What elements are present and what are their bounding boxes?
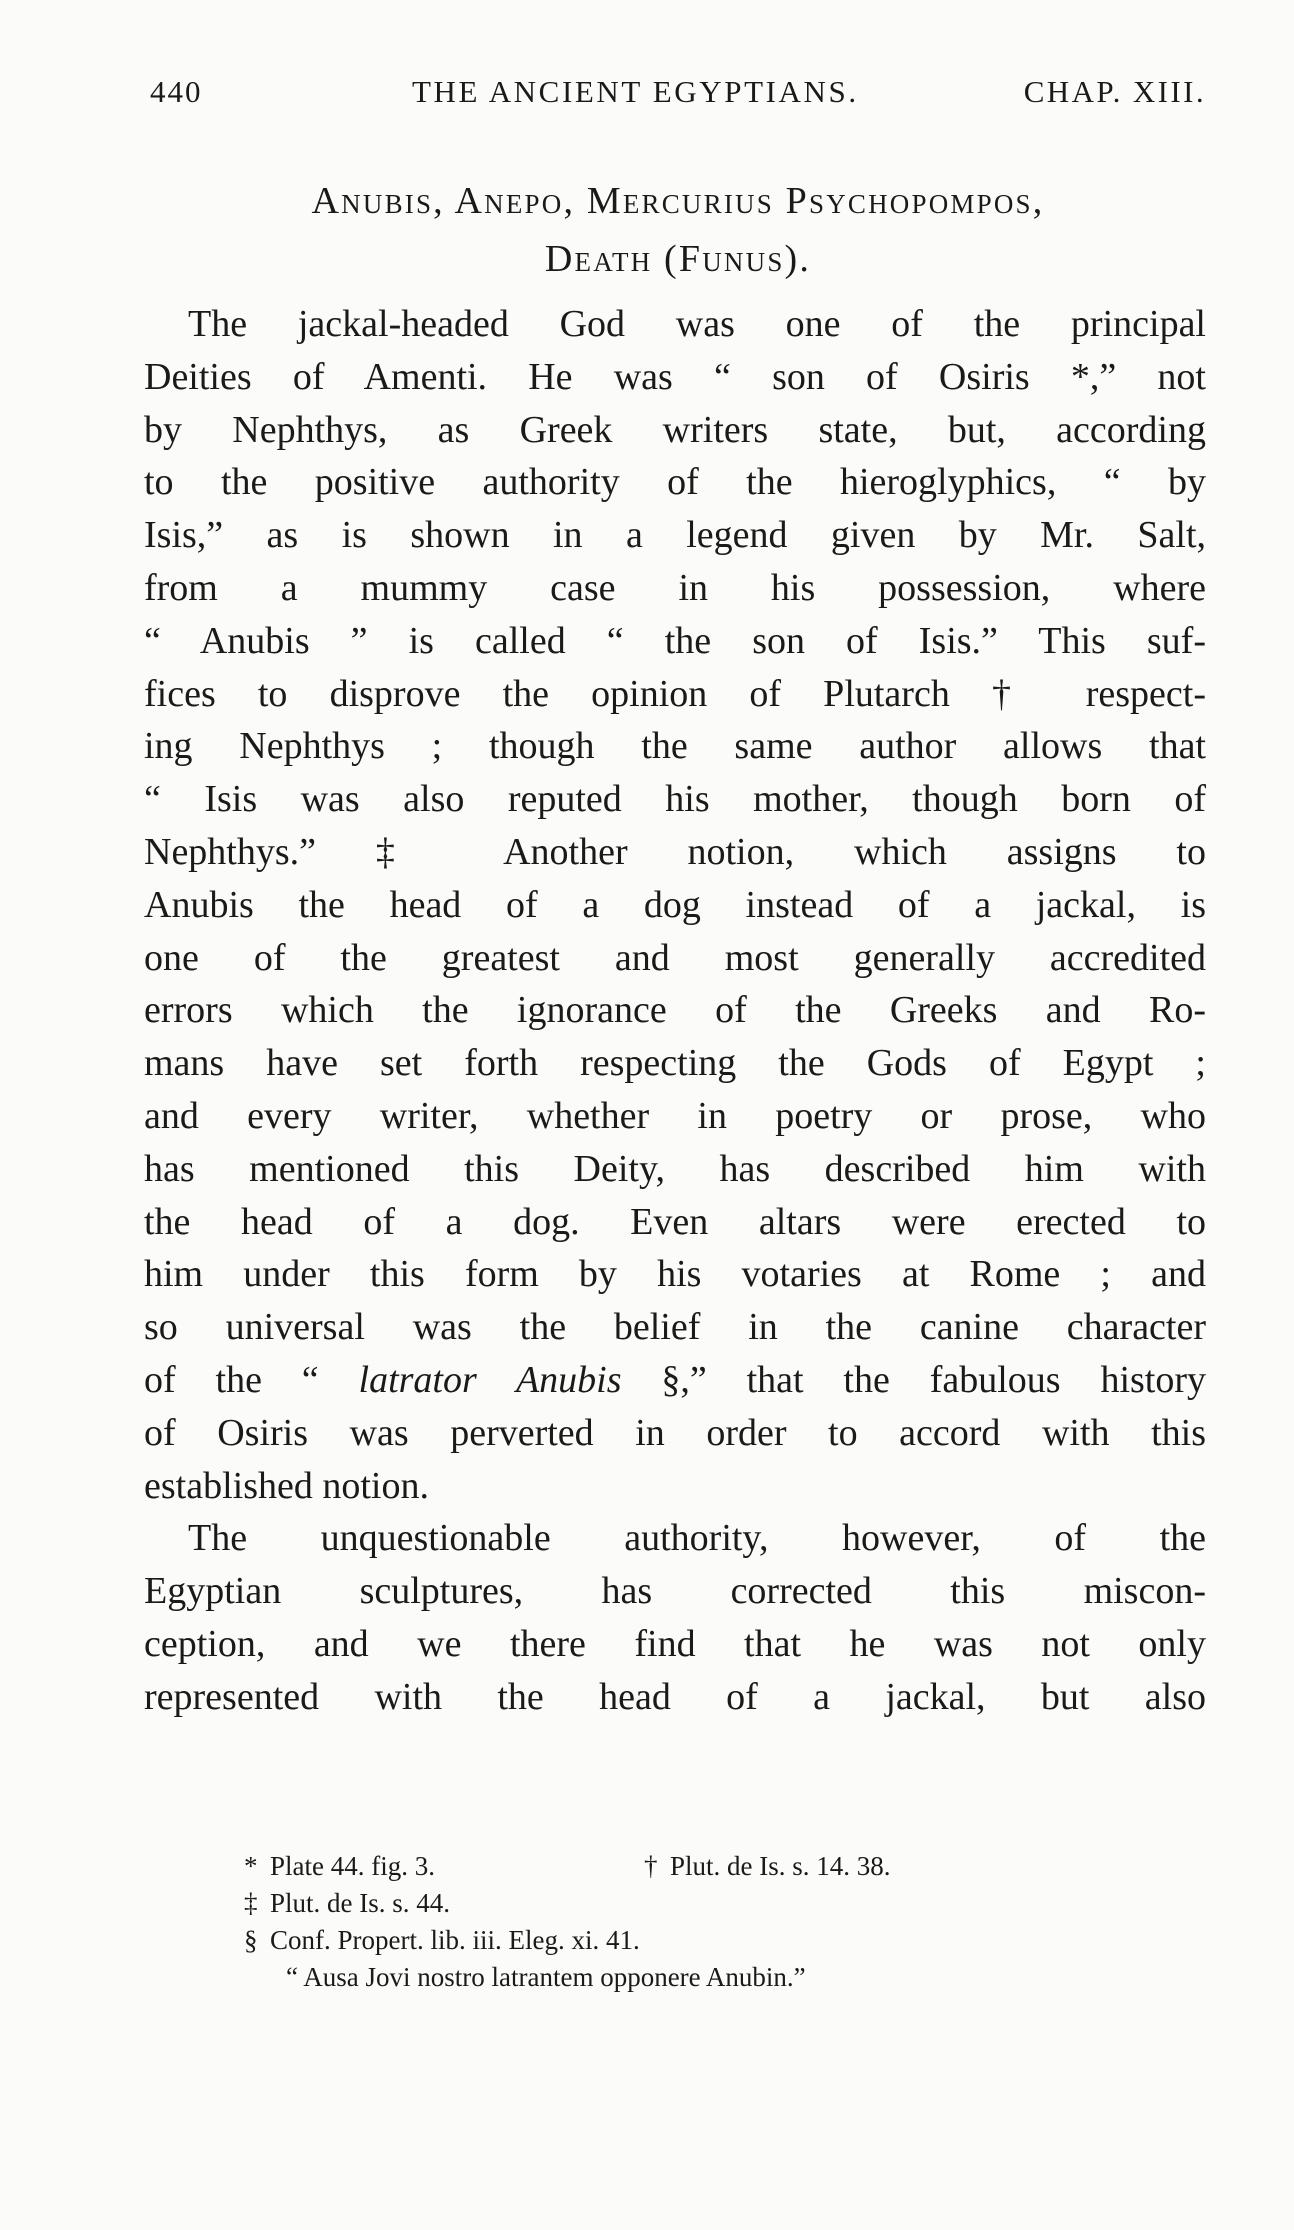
chapter-label: CHAP. XIII. [1023,74,1206,109]
body-line: ception, and we there find that he was not only [144,1622,1206,1665]
body-text [144,298,1206,1724]
body-line: so universal was the belief in the canine character [144,1306,1206,1349]
footnote-row [244,1848,1204,1885]
footnote-row [244,1959,1204,1996]
section-heading [150,172,1206,288]
footnote-mark-section: § [244,1925,258,1955]
body-line: Isis,” as is shown in a legend given by Mr. Salt, [144,514,1206,557]
footnote-4: Conf. Propert. lib. iii. Eleg. xi. 41. [270,1925,640,1955]
footnote-mark-asterisk: * [244,1851,258,1881]
running-header [150,74,1206,126]
body-line: established notion. [144,1464,429,1507]
footnote-mark-dagger: † [644,1851,658,1881]
body-line: Deities of Amenti. He was “ son of Osiris *,” not [144,355,1206,398]
body-line: “ Isis was also reputed his mother, though born of [144,778,1206,821]
body-line: and every writer, whether in poetry or prose, who [144,1094,1206,1137]
footnote-3: Plut. de Is. s. 44. [270,1888,451,1918]
body-line: him under this form by his votaries at Rome ; and [144,1253,1206,1296]
italic-line-after: §,” that the fabulous history [621,1358,1206,1401]
body-line: fices to disprove the opinion of Plutarch † respect- [144,672,1206,715]
body-line: the head of a dog. Even altars were erected to [144,1200,1206,1243]
footnote-mark-double-dagger: ‡ [244,1888,258,1918]
footnote-row [244,1885,1204,1922]
footnote-4-quote: “ Ausa Jovi nostro latrantem opponere Anubin.” [286,1962,806,1992]
body-line: one of the greatest and most generally accredited [144,936,1206,979]
body-line: from a mummy case in his possession, where [144,566,1206,609]
page-number: 440 [150,74,203,109]
footnote-row [244,1922,1204,1959]
body-line: has mentioned this Deity, has described him with [144,1147,1206,1190]
footnote-1: Plate 44. fig. 3. [270,1851,435,1881]
body-line: The jackal-headed God was one of the principal [188,303,1206,345]
running-title: THE ANCIENT EGYPTIANS. [412,74,859,109]
body-line: represented with the head of a jackal, but also [144,1675,1206,1718]
body-line: to the positive authority of the hieroglyphics, “ by [144,461,1206,504]
body-line-italic [144,1354,1206,1407]
latrator-anubis-phrase: latrator Anubis [358,1358,622,1401]
section-heading-line-2: Death (Funus). [544,238,812,280]
body-line: ing Nephthys ; though the same author allows that [144,725,1206,768]
italic-line-before: of the “ [144,1358,359,1401]
body-line: errors which the ignorance of the Greeks and Ro- [144,989,1206,1032]
body-line: Nephthys.” ‡ Another notion, which assigns to [144,830,1206,873]
section-heading-line-1: Anubis, Anepo, Mercurius Psychopompos, [311,180,1045,222]
body-line: Egyptian sculptures, has corrected this miscon- [144,1570,1206,1613]
body-line: of Osiris was perverted in order to accord with this [144,1411,1206,1454]
footnotes [244,1848,1204,1996]
body-line: The unquestionable authority, however, of the [188,1517,1206,1560]
footnote-2 [644,1848,891,1885]
body-line: mans have set forth respecting the Gods of Egypt ; [144,1042,1206,1085]
body-line: Anubis the head of a dog instead of a jackal, is [144,883,1206,926]
body-line: by Nephthys, as Greek writers state, but, according [144,408,1206,451]
footnote-2-text: Plut. de Is. s. 14. 38. [670,1851,891,1881]
body-line: “ Anubis ” is called “ the son of Isis.” This suf- [144,619,1206,662]
